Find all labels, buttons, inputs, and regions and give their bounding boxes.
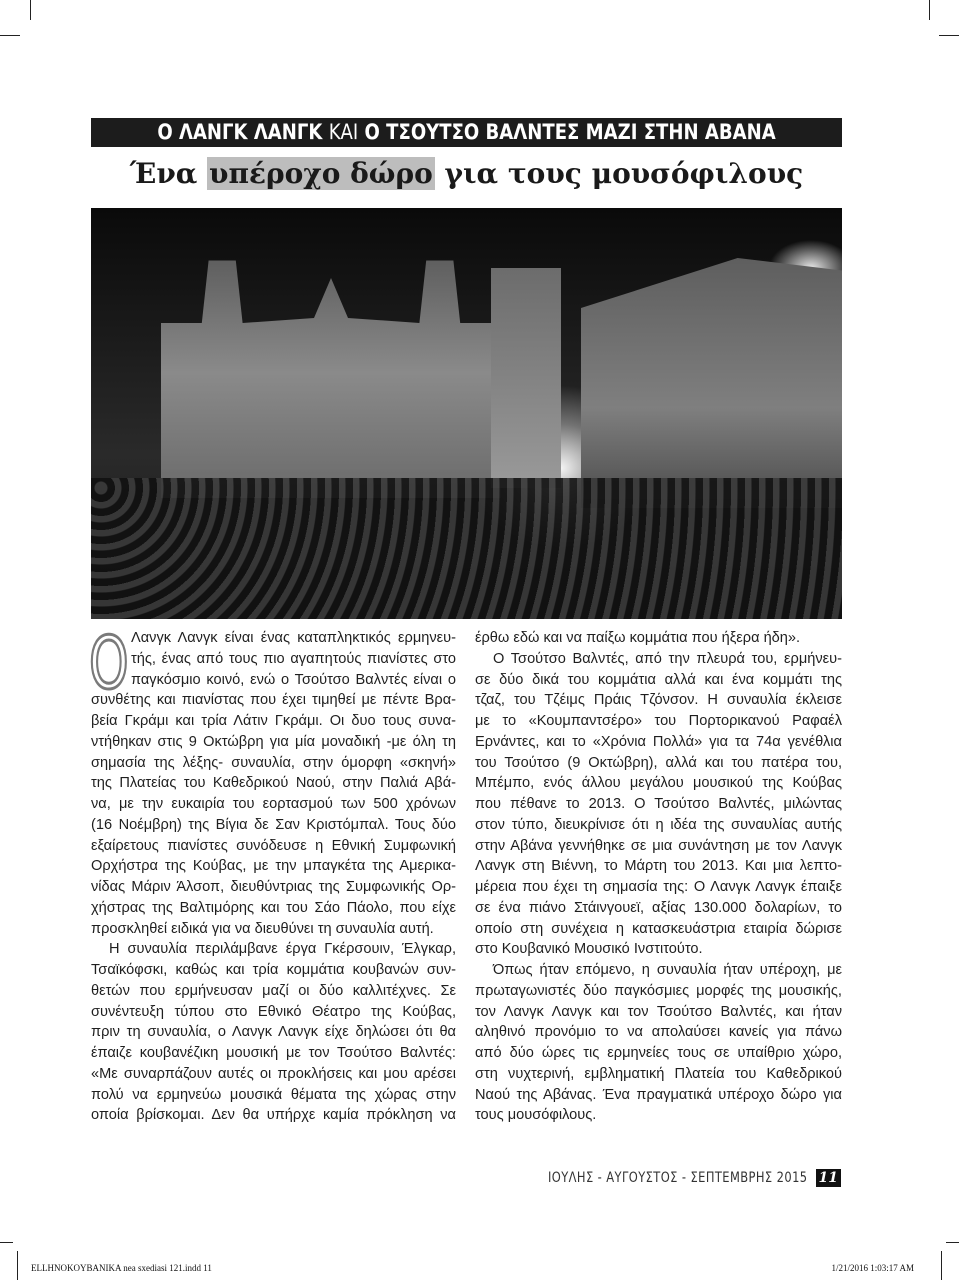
- kicker-part: ΚΑΙ: [328, 120, 359, 144]
- text-line: σημασία της λέξης- συναυλία, στην όμορφη «σκηνή»: [91, 754, 456, 771]
- text-line: Μπέμπο, ενός άλλου μεγάλου μουσικού της Κούβας: [475, 775, 842, 792]
- crop-mark: [0, 1242, 13, 1243]
- crop-mark: [946, 1242, 959, 1243]
- crop-mark: [17, 1251, 18, 1280]
- title-highlight: υπέροχο δώρο: [209, 157, 433, 190]
- text-line: στον τύπο, διευκρίνισε ότι η ιδέα της συναυλίας αυτής: [475, 816, 842, 833]
- text-line: αληθινό προνόμιο το να απολαύσει κανείς για πάνω: [475, 1024, 842, 1041]
- text-line: Ναού της Αβάνας. Ένα πραγματικά υπέροχο δώρο για: [475, 1086, 842, 1103]
- text-line: που πέθανε το 2013. Ο Τσούτσο Βαλντές, μιλώντας: [475, 796, 842, 812]
- issue-date: ΙΟΥΛΗΣ - ΑΥΓΟΥΣΤΟΣ - ΣΕΠΤΕΜΒΡΗΣ 2015: [547, 1170, 808, 1186]
- article-title: [91, 154, 842, 194]
- text-line: έρθω εδώ και να παίξω κομμάτια που ήξερα ήδη».: [475, 630, 801, 646]
- text-line: στη νυχτερινή, εμβληματική Πλατεία του Καθεδρικού: [475, 1065, 842, 1082]
- text-line: τής, ένας από τους πιο αγαπητούς πιανίστες στο: [131, 650, 456, 667]
- building-shape: [581, 258, 842, 508]
- text-line: θετών που ερμήνευσαν μαζί οι δύο καλλιτέχνες. Σε: [91, 982, 456, 999]
- text-line: Ορχήστρα της Κούβας, με την μπαγκέτα της Αμερικα-: [91, 858, 456, 875]
- text-line: του Τσούτσο (9 Οκτώβρη), αλλά και του πατέρα του,: [475, 754, 842, 771]
- text-line: οποίο στη συνέχεια η κατασκευάστρια εταιρία δώρισε: [475, 920, 842, 937]
- kicker-part: Ο ΛΑΝΓΚ ΛΑΝΓΚ: [157, 120, 329, 144]
- text-line: (16 Νοέμβρη) της Βίγια δε Σαν Κριστόμπαλ. Τους δύο: [91, 816, 456, 833]
- crop-mark: [929, 0, 930, 20]
- text-line: πριν τη συναυλία, ο Λανγκ Λανγκ είχε δηλώσει ότι θα: [91, 1024, 456, 1041]
- text-line: της Πλατείας του Καθεδρικού Ναού, στην Παλιά Αβά-: [91, 775, 456, 792]
- text-line: Ο Τσούτσο Βαλντές, από την πλευρά του, ερμήνευ-: [493, 650, 842, 667]
- text-line: Ερνάντες, και το «Χρόνια Πολλά» για τα 74α γενέθλια: [475, 733, 842, 750]
- crop-mark: [0, 35, 20, 36]
- text-line: έπαιζε κουβανέζικη μουσική με τον Τσούτσο Βαλντές:: [91, 1045, 456, 1061]
- text-line: ντήθηκαν στις 9 Οκτώβρη για μία μοναδική -με όλη τη: [91, 733, 456, 750]
- text-line: πρωταγωνιστές δύο παγκόσμιες μορφές της μουσικής,: [475, 982, 842, 999]
- slug-timestamp: 1/21/2016 1:03:17 AM: [831, 1263, 914, 1273]
- crop-mark: [30, 0, 31, 20]
- text-line: μέρεια που έχει τη σημασία της: Ο Λανγκ Λανγκ έπαιξε: [475, 879, 842, 895]
- text-line: προσκληθεί ειδικά για να διευθύνει τη συναυλία αυτή.: [91, 920, 434, 937]
- slug-filename: ELLHNOKOYBANIKA nea sxediasi 121.indd 11: [31, 1263, 212, 1273]
- text-line: τους μουσόφιλους.: [475, 1107, 597, 1124]
- text-line: με το «Κουμπαντσέρο» του Πορτορικανού Ραφαέλ: [475, 713, 842, 729]
- text-line: πολύ να ερμηνεύω μουσικά θέματα της χώρας στην: [91, 1086, 456, 1103]
- page-footer: [491, 1169, 841, 1187]
- article-column-left: [89, 621, 456, 1126]
- text-line: τζαζ, του Τζέιμς Πράις Τζόνσον. Η συναυλία έκλεισε: [475, 692, 842, 709]
- page-number: 11: [816, 1169, 841, 1187]
- text-line: στην Αβάνα γεννήθηκε σε μια συνάντηση με τον Λανγκ: [475, 837, 842, 854]
- text-line: Τσαϊκόφσκι, καθώς και τρία κομμάτια κουβανών συν-: [91, 962, 456, 978]
- text-line: συνέντευξη τύπου στο Εθνικό Θέατρο της Κούβας,: [91, 1003, 456, 1020]
- tower-shape: [491, 268, 561, 488]
- text-line: τον Λανγκ Λανγκ και τον Τσούτσο Βαλντές, και ήταν: [475, 1003, 842, 1020]
- text-line: στο Κουβανικό Μουσικό Ινστιτούτο.: [475, 941, 703, 958]
- drop-cap: Ο: [89, 621, 129, 705]
- text-line: Λανγκ στη Βιέννη, το Μάρτη του 2013. Και μια λεπτο-: [475, 858, 842, 875]
- crop-mark: [941, 1251, 942, 1280]
- text-line: βεία Γκράμι και τρία Λάτιν Γκράμι. Οι δυο τους συνα-: [91, 713, 456, 729]
- text-line: οποία βρίσκομαι. Δεν θα υπήρχε καμία πρόκληση να: [91, 1107, 456, 1124]
- text-line: να, με την ευκαιρία του εορτασμού των 500 χρόνων: [91, 796, 456, 812]
- text-line: εξαίρετους πιανίστες συνόδευσε η Εθνική Συμφωνική: [91, 837, 456, 854]
- article-kicker: [91, 118, 842, 147]
- concert-photo: [91, 208, 842, 619]
- text-line: από δύο ώρες τις ερμηνείες τους σε υπαίθριο χώρο,: [475, 1045, 842, 1061]
- text-line: συνθέτης και πιανίστας που έχει τιμηθεί με πέντε Βρα-: [91, 692, 456, 709]
- text-line: σε δύο δικά του κομμάτια αλλά και ένα κομμάτι της: [475, 671, 842, 688]
- crop-mark: [939, 35, 959, 36]
- cathedral-shape: [161, 248, 501, 498]
- kicker-part: Ο ΤΣΟΥΤΣΟ ΒΑΛΝΤΕΣ ΜΑΖΙ ΣΤΗΝ ΑΒΑΝΑ: [358, 120, 776, 144]
- title-text: Ένα: [129, 157, 208, 190]
- article-column-right: [475, 628, 842, 1126]
- text-line: Όπως ήταν επόμενο, η συναυλία ήταν υπέροχη, με: [493, 962, 842, 978]
- text-line: νίδας Μάριν Άλσοπ, διευθύντριας της Συμφωνικής Ορ-: [91, 879, 456, 895]
- text-line: Λανγκ Λανγκ είναι ένας καταπληκτικός ερμηνευ-: [131, 630, 456, 646]
- text-line: παγκόσμιο κοινό, ενώ ο Τσούτσο Βαλντές είναι ο: [131, 671, 456, 688]
- crowd-shape: [91, 478, 842, 619]
- text-line: Η συναυλία περιλάμβανε έργα Γκέρσουιν, Έλγκαρ,: [109, 941, 456, 958]
- title-text: για τους μουσόφιλους: [434, 157, 804, 190]
- text-line: «Με συναρπάζουν αυτές οι προκλήσεις και μου αρέσει: [91, 1065, 456, 1082]
- text-line: σε ένα πιάνο Στάινγουεϊ, αξίας 130.000 δολαρίων, το: [475, 899, 842, 916]
- text-line: χήστρας της Βαλτιμόρης και του Σάο Πάολο, που είχε: [91, 899, 456, 916]
